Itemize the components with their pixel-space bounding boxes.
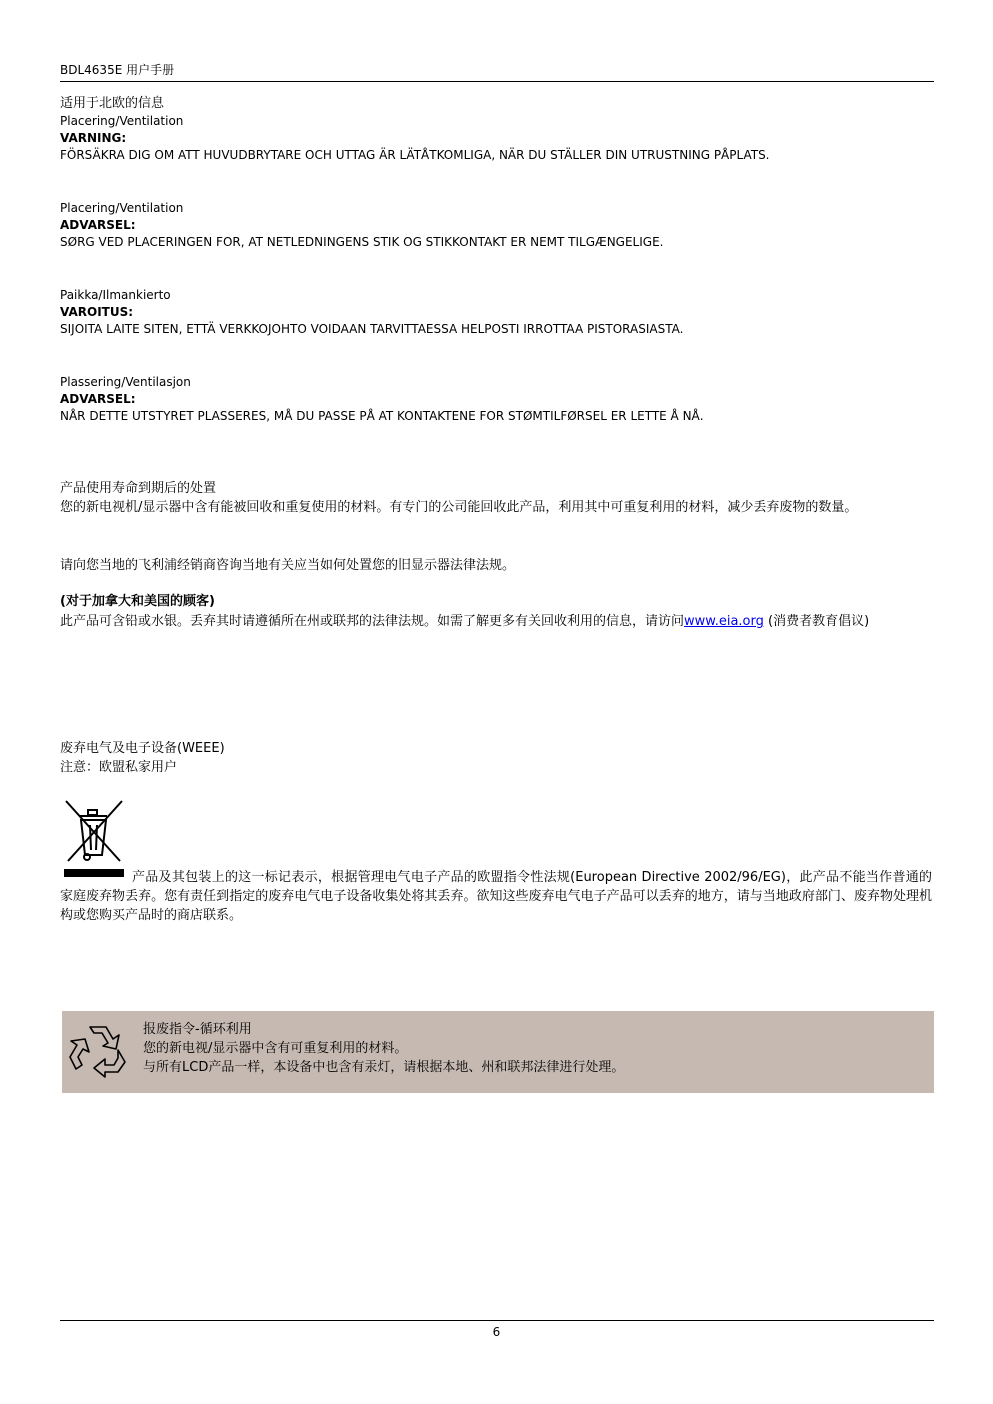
nordic-section-2 xyxy=(60,200,932,251)
eia-link[interactable]: www.eia.org xyxy=(684,614,764,629)
canada-us-text-before: 此产品可含铅或水银。丢弃其时请遵循所在州或联邦的法律法规。如需了解更多有关回收利用的信息，请访问 xyxy=(60,614,685,629)
canada-us-text-after: (消费者教育倡议) xyxy=(763,614,870,629)
weee-subtitle: 注意：欧盟私家用户 xyxy=(60,760,178,775)
section-heading: Paikka/Ilmankierto xyxy=(60,288,171,302)
canada-us-title: (对于加拿大和美国的顾客) xyxy=(60,594,215,609)
recycle-icon xyxy=(68,1019,130,1081)
footer-rule xyxy=(60,1320,934,1321)
recycling-line-2: 与所有LCD产品一样，本设备中也含有汞灯，请根据本地、州和联邦法律进行处理。 xyxy=(143,1060,625,1075)
warning-text: SØRG VED PLACERINGEN FOR, AT NETLEDNINGENS STIK OG STIKKONTAKT ER NEMT TILGÆNGELIGE. xyxy=(60,235,664,249)
crossed-out-bin-icon xyxy=(64,799,124,877)
page-header: BDL4635E 用户手册 xyxy=(60,63,175,77)
disposal-paragraph-1: 您的新电视机/显示器中含有能被回收和重复使用的材料。有专门的公司能回收此产品，利用其中可重复利用的材料，减少丢弃废物的数量。 xyxy=(60,500,858,515)
warning-text: SIJOITA LAITE SITEN, ETTÄ VERKKOJOHTO VOIDAAN TARVITTAESSA HELPOSTI IRROTTAA PISTORASIASTA. xyxy=(60,322,684,336)
nordic-title: 适用于北欧的信息 xyxy=(60,96,165,111)
recycling-box xyxy=(62,1011,934,1093)
section-heading: Placering/Ventilation xyxy=(60,201,184,215)
weee-text: 产品及其包装上的这一标记表示，根据管理电气电子产品的欧盟指令性法规(European Directive 2002/96/EG)，此产品不能当作普通的家庭废弃物丢弃。您有责任到指定的废弃电气电子设备收集处将其丢弃。欲知这些废弃电气电子产品可以丢弃的地方，请与当地政府部门、废弃物处理机构或您购买产品时的商店联系。 xyxy=(60,870,932,923)
header-rule xyxy=(60,81,934,82)
nordic-section-4 xyxy=(60,374,932,425)
weee-title: 废弃电气及电子设备(WEEE) xyxy=(60,741,225,756)
warning-label: VARNING: xyxy=(60,131,127,145)
page-number: 6 xyxy=(492,1325,501,1339)
warning-label: ADVARSEL: xyxy=(60,392,136,406)
recycling-text xyxy=(143,1020,923,1077)
section-heading: Plassering/Ventilasjon xyxy=(60,375,191,389)
recycling-title: 报废指令-循环利用 xyxy=(143,1022,252,1037)
warning-label: VAROITUS: xyxy=(60,305,134,319)
nordic-section-1 xyxy=(60,95,932,164)
disposal-paragraph-2: 请向您当地的飞利浦经销商咨询当地有关应当如何处置您的旧显示器法律法规。 xyxy=(60,558,516,573)
section-heading: Placering/Ventilation xyxy=(60,114,184,128)
canada-us-text xyxy=(60,612,932,631)
warning-label: ADVARSEL: xyxy=(60,218,136,232)
warning-text: NÅR DETTE UTSTYRET PLASSERES, MÅ DU PASSE PÅ AT KONTAKTENE FOR STØMTILFØRSEL ER LETTE Å NÅ. xyxy=(60,409,704,423)
nordic-section-3 xyxy=(60,287,932,338)
disposal-title: 产品使用寿命到期后的处置 xyxy=(60,481,217,496)
warning-text: FÖRSÄKRA DIG OM ATT HUVUDBRYTARE OCH UTTAG ÄR LÄTÅTKOMLIGA, NÄR DU STÄLLER DIN UTRUSTNING PÅPLATS. xyxy=(60,148,770,162)
recycling-line-1: 您的新电视/显示器中含有可重复利用的材料。 xyxy=(143,1041,408,1056)
